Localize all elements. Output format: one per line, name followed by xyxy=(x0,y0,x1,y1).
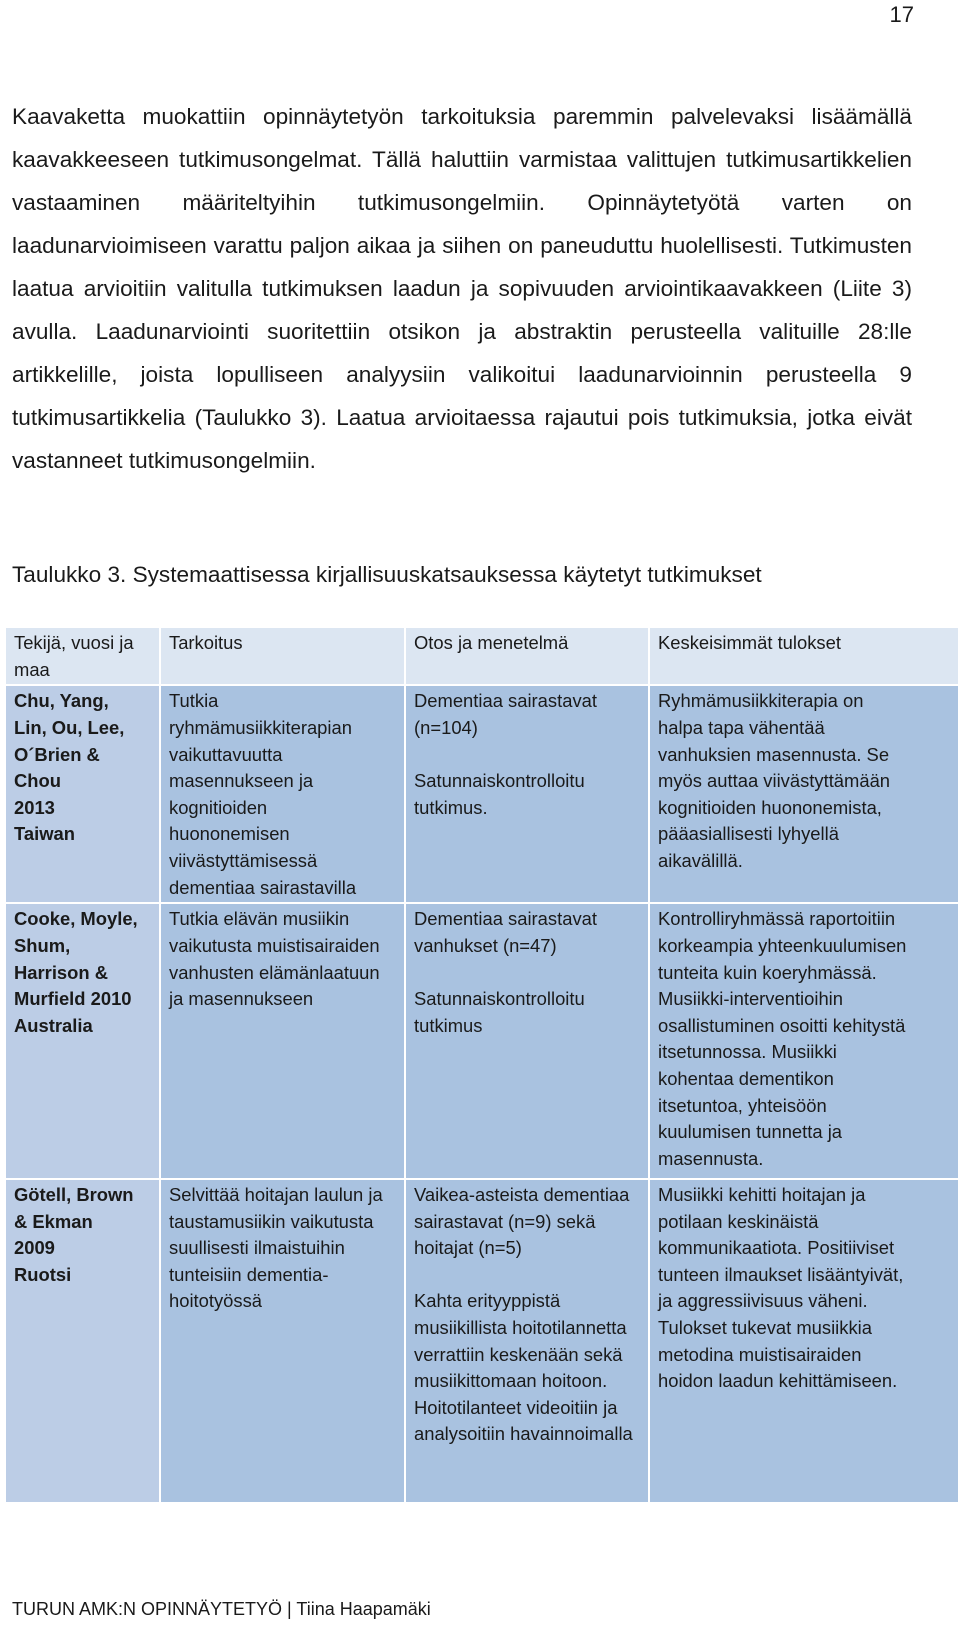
cell-text-line: Kontrolliryhmässä raportoitiin xyxy=(658,908,896,930)
cell-spacer xyxy=(414,742,640,769)
cell-text-line: Ruotsi xyxy=(14,1263,72,1285)
table-row xyxy=(5,685,959,903)
cell-text-line: huononemisen xyxy=(169,823,290,845)
cell-text-line: ja masennukseen xyxy=(169,988,314,1010)
cell-spacer xyxy=(414,1262,640,1289)
cell-text-line: 2013 xyxy=(14,796,55,818)
results-cell xyxy=(649,1179,959,1503)
cell-text-line: Tarkoitus xyxy=(169,632,243,653)
cell-text-line: Vaikea-asteista dementiaa xyxy=(414,1184,630,1206)
cell-text-line: viivästyttämisessä xyxy=(169,849,318,871)
cell-text-line: Satunnaiskontrolloitu xyxy=(414,988,585,1010)
header-purpose xyxy=(160,627,405,685)
cell-text-line: musiikittomaan hoitoon. xyxy=(414,1370,608,1392)
purpose-cell xyxy=(160,1179,405,1503)
page-number: 17 xyxy=(889,2,914,27)
studies-table xyxy=(4,626,960,1504)
cell-text-line: metodina muistisairaiden xyxy=(658,1343,862,1365)
cell-text-line: potilaan keskinäistä xyxy=(658,1210,819,1232)
cell-text-line: Tekijä, vuosi ja xyxy=(14,632,134,653)
cell-text-line: Harrison & xyxy=(14,961,109,983)
cell-text-line: Satunnaiskontrolloitu xyxy=(414,770,585,792)
cell-text-line: masennukseen ja xyxy=(169,770,314,792)
cell-text-line: tutkimus xyxy=(414,1014,483,1036)
cell-text-line: kohentaa dementikon xyxy=(658,1067,834,1089)
purpose-cell xyxy=(160,903,405,1179)
cell-text-line: kognitioiden xyxy=(169,796,268,818)
cell-text-line: masennusta. xyxy=(658,1147,764,1169)
cell-text-line: Selvittää hoitajan laulun ja xyxy=(169,1184,383,1206)
cell-text-line: Chu, Yang, xyxy=(14,690,109,712)
cell-text-line: Musiikki-interventioihin xyxy=(658,988,843,1010)
cell-text-line: Musiikki kehitti hoitajan ja xyxy=(658,1184,866,1206)
cell-text-line: ja aggressiivisuus väheni. xyxy=(658,1290,868,1312)
cell-text-line: Lin, Ou, Lee, xyxy=(14,716,125,738)
cell-text-line: tunteen ilmaukset lisääntyivät, xyxy=(658,1263,904,1285)
results-cell xyxy=(649,685,959,903)
results-cell xyxy=(649,903,959,1179)
cell-text-line: analysoitiin havainnoimalla xyxy=(414,1423,633,1445)
cell-text-line: sairastavat (n=9) sekä xyxy=(414,1210,596,1232)
author-cell xyxy=(5,1179,160,1503)
cell-text-line: kuulumisen tunnetta ja xyxy=(658,1121,843,1143)
cell-text-line: vanhuksien masennusta. Se xyxy=(658,743,890,765)
cell-text-line: Tulokset tukevat musiikkia xyxy=(658,1317,872,1338)
author-cell xyxy=(5,903,160,1179)
header-author xyxy=(5,627,160,685)
body-paragraph: Kaavaketta muokattiin opinnäytetyön tarkoituksia paremmin palvelevaksi lisäämällä kaavakkeeseen tutkimusongelmat. Tällä haluttiin varmistaa valittujen tutkimusartikkelien vastaaminen määriteltyihin tutkimusongelmiin. Opinnäytetyötä varten on laadunarvioimiseen varattu paljon aikaa ja siihen on paneuduttu huolellisesti. Tutkimusten laatua arvioitiin valitulla tutkimuksen laadun ja sopivuuden arviointikaavakkeen (Liite 3) avulla. Laadunarviointi suoritettiin otsikon ja abstraktin perusteella valituille 28:lle artikkelille, joista lopulliseen analyysiin valikoitui laadunarvioinnin perusteella 9 tutkimusartikkelia (Taulukko 3). Laatua arvioitaessa rajautui pois tutkimuksia, jotka eivät vastanneet tutkimusongelmiin. xyxy=(12,104,912,473)
cell-text-line: hoidon laadun kehittämiseen. xyxy=(658,1370,898,1392)
table-header-row xyxy=(5,627,959,685)
cell-text-line: kognitioiden huononemista, xyxy=(658,796,882,818)
cell-text-line: ryhmämusiikkiterapian xyxy=(169,716,352,738)
cell-text-line: osallistuminen osoitti kehitystä xyxy=(658,1014,906,1036)
cell-text-line: Otos ja menetelmä xyxy=(414,632,569,653)
cell-text-line: Taiwan xyxy=(14,823,75,845)
purpose-cell xyxy=(160,685,405,903)
cell-text-line: Australia xyxy=(14,1014,93,1036)
cell-text-line: taustamusiikin vaikutusta xyxy=(169,1210,374,1232)
author-cell xyxy=(5,685,160,903)
sample-cell xyxy=(405,1179,649,1503)
cell-text-line: Murfield 2010 xyxy=(14,988,132,1010)
cell-text-line: (n=104) xyxy=(414,716,478,738)
sample-cell xyxy=(405,685,649,903)
cell-text-line: tunteita kuin koeryhmässä. xyxy=(658,961,877,983)
cell-text-line: Dementiaa sairastavat xyxy=(414,908,597,930)
cell-text-line: halpa tapa vähentää xyxy=(658,716,825,738)
cell-text-line: vaikuttavuutta xyxy=(169,743,283,765)
table-caption: Taulukko 3. Systemaattisessa kirjallisuuskatsauksessa käytetyt tutkimukset xyxy=(12,562,762,587)
cell-text-line: Ryhmämusiikkiterapia on xyxy=(658,690,864,712)
cell-text-line: O´Brien & xyxy=(14,743,100,765)
cell-text-line: Tutkia elävän musiikin xyxy=(169,908,350,930)
cell-text-line: & Ekman xyxy=(14,1210,93,1232)
cell-text-line: korkeampia yhteenkuulumisen xyxy=(658,934,907,956)
cell-text-line: musiikillista hoitotilannetta xyxy=(414,1317,627,1338)
cell-text-line: itsetunnossa. Musiikki xyxy=(658,1041,837,1063)
cell-text-line: aikavälillä. xyxy=(658,849,743,871)
cell-text-line: Cooke, Moyle, xyxy=(14,908,138,930)
cell-text-line: suullisesti ilmaistuihin xyxy=(169,1237,345,1259)
cell-text-line: vaikutusta muistisairaiden xyxy=(169,934,380,956)
cell-text-line: Dementiaa sairastavat xyxy=(414,690,597,712)
cell-text-line: vanhusten elämänlaatuun xyxy=(169,961,380,983)
table-row xyxy=(5,1179,959,1503)
cell-text-line: Tutkia xyxy=(169,690,219,712)
header-sample xyxy=(405,627,649,685)
cell-text-line: pääasiallisesti lyhyellä xyxy=(658,823,839,845)
cell-text-line: dementiaa sairastavilla xyxy=(169,876,357,898)
cell-text-line: itsetuntoa, yhteisöön xyxy=(658,1094,827,1116)
cell-text-line: 2009 xyxy=(14,1237,55,1259)
cell-text-line: Hoitotilanteet videoitiin ja xyxy=(414,1396,618,1418)
cell-text-line: tunteisiin dementia- xyxy=(169,1263,329,1285)
cell-text-line: maa xyxy=(14,658,50,680)
cell-text-line: kommunikaatiota. Positiiviset xyxy=(658,1237,895,1259)
cell-text-line: vanhukset (n=47) xyxy=(414,934,557,956)
cell-text-line: Kahta erityyppistä xyxy=(414,1290,561,1312)
cell-text-line: tutkimus. xyxy=(414,796,488,818)
cell-text-line: Keskeisimmät tulokset xyxy=(658,632,841,653)
cell-text-line: myös auttaa viivästyttämään xyxy=(658,770,891,792)
page-footer: TURUN AMK:N OPINNÄYTETYÖ | Tiina Haapamäki xyxy=(12,1599,431,1619)
cell-text-line: Chou xyxy=(14,770,61,792)
cell-text-line: verrattiin keskenään sekä xyxy=(414,1343,623,1365)
cell-text-line: hoitajat (n=5) xyxy=(414,1237,522,1259)
header-results xyxy=(649,627,959,685)
cell-text-line: hoitotyössä xyxy=(169,1290,263,1312)
cell-spacer xyxy=(414,960,640,987)
table-row xyxy=(5,903,959,1179)
cell-text-line: Götell, Brown xyxy=(14,1184,134,1206)
cell-text-line: Shum, xyxy=(14,934,71,956)
sample-cell xyxy=(405,903,649,1179)
